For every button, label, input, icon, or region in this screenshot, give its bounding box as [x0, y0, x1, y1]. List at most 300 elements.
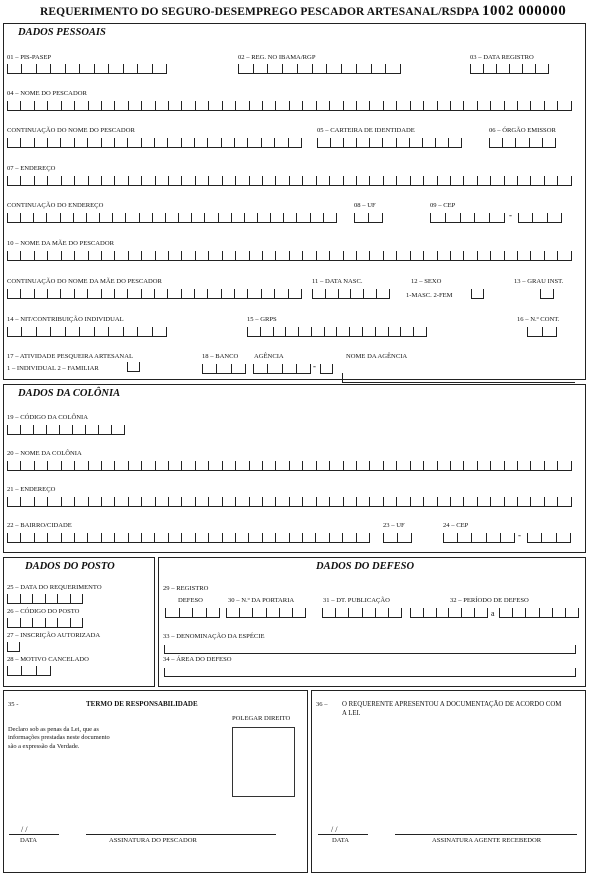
registro-defeso-field[interactable]: [165, 608, 220, 618]
especie-field[interactable]: [164, 645, 576, 654]
pis-field[interactable]: [7, 64, 167, 74]
char-cell[interactable]: [384, 176, 397, 186]
char-cell[interactable]: [48, 533, 61, 543]
char-cell[interactable]: [545, 176, 558, 186]
char-cell[interactable]: [303, 176, 316, 186]
char-cell[interactable]: [276, 176, 289, 186]
char-cell[interactable]: [236, 533, 249, 543]
char-cell[interactable]: [303, 101, 316, 111]
char-cell[interactable]: [208, 289, 221, 299]
char-cell[interactable]: [321, 364, 333, 374]
char-cell[interactable]: [531, 101, 544, 111]
char-cell[interactable]: [21, 213, 34, 223]
char-cell[interactable]: [411, 251, 424, 261]
cep-field-b[interactable]: [518, 213, 562, 223]
char-cell[interactable]: [344, 251, 357, 261]
char-cell[interactable]: [75, 101, 88, 111]
char-cell[interactable]: [223, 176, 236, 186]
char-cell[interactable]: [153, 64, 167, 74]
char-cell[interactable]: [355, 213, 369, 223]
char-cell[interactable]: [169, 251, 182, 261]
char-cell[interactable]: [75, 461, 88, 471]
char-cell[interactable]: [461, 213, 476, 223]
char-cell[interactable]: [491, 251, 504, 261]
char-cell[interactable]: [318, 138, 331, 148]
char-cell[interactable]: [248, 138, 261, 148]
char-cell[interactable]: [87, 213, 100, 223]
endereco-cont-field[interactable]: [7, 213, 337, 223]
char-cell[interactable]: [142, 176, 155, 186]
char-cell[interactable]: [411, 101, 424, 111]
char-cell[interactable]: [411, 461, 424, 471]
agente-signature-line[interactable]: [395, 834, 577, 835]
char-cell[interactable]: [8, 594, 21, 604]
char-cell[interactable]: [95, 64, 109, 74]
char-cell[interactable]: [397, 138, 410, 148]
char-cell[interactable]: [21, 101, 34, 111]
char-cell[interactable]: [438, 176, 451, 186]
reg-ibama-field[interactable]: [238, 64, 401, 74]
char-cell[interactable]: [283, 64, 298, 74]
char-cell[interactable]: [142, 251, 155, 261]
char-cell[interactable]: [518, 101, 531, 111]
char-cell[interactable]: [35, 138, 48, 148]
char-cell[interactable]: [370, 251, 383, 261]
char-cell[interactable]: [526, 608, 539, 618]
char-cell[interactable]: [62, 533, 75, 543]
char-cell[interactable]: [8, 138, 21, 148]
char-cell[interactable]: [88, 138, 101, 148]
char-cell[interactable]: [370, 497, 383, 507]
char-cell[interactable]: [80, 64, 94, 74]
char-cell[interactable]: [491, 176, 504, 186]
char-cell[interactable]: [21, 176, 34, 186]
char-cell[interactable]: [21, 594, 34, 604]
char-cell[interactable]: [376, 327, 389, 337]
char-cell[interactable]: [518, 461, 531, 471]
char-cell[interactable]: [491, 497, 504, 507]
char-cell[interactable]: [484, 64, 497, 74]
termo-date-line[interactable]: [9, 834, 59, 835]
char-cell[interactable]: [95, 327, 109, 337]
char-cell[interactable]: [217, 364, 231, 374]
char-cell[interactable]: [60, 425, 73, 435]
char-cell[interactable]: [115, 176, 128, 186]
char-cell[interactable]: [299, 327, 312, 337]
char-cell[interactable]: [424, 101, 437, 111]
char-cell[interactable]: [253, 608, 266, 618]
char-cell[interactable]: [323, 608, 336, 618]
char-cell[interactable]: [424, 608, 437, 618]
portaria-field[interactable]: [226, 608, 306, 618]
cep-colonia-field-b[interactable]: [527, 533, 571, 543]
char-cell[interactable]: [271, 213, 284, 223]
char-cell[interactable]: [372, 64, 387, 74]
char-cell[interactable]: [324, 213, 337, 223]
char-cell[interactable]: [317, 461, 330, 471]
char-cell[interactable]: [245, 213, 258, 223]
char-cell[interactable]: [384, 497, 397, 507]
char-cell[interactable]: [250, 176, 263, 186]
char-cell[interactable]: [128, 362, 140, 372]
char-cell[interactable]: [491, 101, 504, 111]
char-cell[interactable]: [236, 497, 249, 507]
char-cell[interactable]: [449, 608, 462, 618]
char-cell[interactable]: [451, 251, 464, 261]
char-cell[interactable]: [397, 251, 410, 261]
char-cell[interactable]: [75, 497, 88, 507]
char-cell[interactable]: [386, 64, 401, 74]
char-cell[interactable]: [424, 251, 437, 261]
char-cell[interactable]: [337, 327, 350, 337]
char-cell[interactable]: [128, 289, 141, 299]
char-cell[interactable]: [342, 64, 357, 74]
char-cell[interactable]: [344, 461, 357, 471]
char-cell[interactable]: [58, 618, 71, 628]
char-cell[interactable]: [284, 213, 297, 223]
char-cell[interactable]: [464, 461, 477, 471]
char-cell[interactable]: [530, 138, 543, 148]
char-cell[interactable]: [303, 251, 316, 261]
char-cell[interactable]: [21, 497, 34, 507]
uf-colonia-field[interactable]: [383, 533, 412, 543]
char-cell[interactable]: [303, 461, 316, 471]
char-cell[interactable]: [48, 176, 61, 186]
char-cell[interactable]: [316, 533, 329, 543]
char-cell[interactable]: [543, 138, 556, 148]
char-cell[interactable]: [357, 497, 370, 507]
char-cell[interactable]: [155, 138, 168, 148]
char-cell[interactable]: [317, 101, 330, 111]
char-cell[interactable]: [102, 533, 115, 543]
char-cell[interactable]: [182, 101, 195, 111]
char-cell[interactable]: [424, 176, 437, 186]
char-cell[interactable]: [330, 251, 343, 261]
char-cell[interactable]: [357, 138, 370, 148]
char-cell[interactable]: [166, 608, 180, 618]
char-cell[interactable]: [370, 461, 383, 471]
area-defeso-field[interactable]: [164, 668, 576, 677]
char-cell[interactable]: [169, 101, 182, 111]
char-cell[interactable]: [344, 138, 357, 148]
char-cell[interactable]: [462, 608, 475, 618]
char-cell[interactable]: [209, 533, 222, 543]
char-cell[interactable]: [376, 608, 389, 618]
char-cell[interactable]: [182, 176, 195, 186]
char-cell[interactable]: [8, 251, 21, 261]
char-cell[interactable]: [290, 176, 303, 186]
char-cell[interactable]: [47, 213, 60, 223]
char-cell[interactable]: [558, 251, 571, 261]
char-cell[interactable]: [21, 533, 34, 543]
char-cell[interactable]: [505, 176, 518, 186]
char-cell[interactable]: [464, 251, 477, 261]
char-cell[interactable]: [533, 213, 547, 223]
char-cell[interactable]: [138, 327, 152, 337]
char-cell[interactable]: [438, 461, 451, 471]
char-cell[interactable]: [501, 533, 515, 543]
char-cell[interactable]: [377, 289, 390, 299]
char-cell[interactable]: [263, 101, 276, 111]
char-cell[interactable]: [286, 327, 299, 337]
char-cell[interactable]: [410, 138, 423, 148]
char-cell[interactable]: [61, 213, 74, 223]
char-cell[interactable]: [115, 497, 128, 507]
char-cell[interactable]: [8, 64, 22, 74]
char-cell[interactable]: [357, 533, 370, 543]
char-cell[interactable]: [142, 533, 155, 543]
uf-field[interactable]: [354, 213, 383, 223]
sexo-field[interactable]: [471, 289, 484, 299]
char-cell[interactable]: [86, 425, 99, 435]
char-cell[interactable]: [48, 138, 61, 148]
char-cell[interactable]: [451, 461, 464, 471]
char-cell[interactable]: [449, 138, 462, 148]
char-cell[interactable]: [311, 213, 324, 223]
char-cell[interactable]: [196, 497, 209, 507]
grps-field[interactable]: [247, 327, 427, 337]
char-cell[interactable]: [196, 101, 209, 111]
char-cell[interactable]: [8, 213, 21, 223]
char-cell[interactable]: [541, 289, 554, 299]
char-cell[interactable]: [71, 618, 84, 628]
char-cell[interactable]: [451, 176, 464, 186]
char-cell[interactable]: [548, 213, 562, 223]
char-cell[interactable]: [540, 608, 553, 618]
char-cell[interactable]: [248, 327, 261, 337]
char-cell[interactable]: [357, 101, 370, 111]
char-cell[interactable]: [357, 251, 370, 261]
char-cell[interactable]: [8, 461, 21, 471]
char-cell[interactable]: [414, 327, 427, 337]
char-cell[interactable]: [193, 608, 207, 618]
char-cell[interactable]: [169, 461, 182, 471]
char-cell[interactable]: [62, 461, 75, 471]
char-cell[interactable]: [330, 176, 343, 186]
char-cell[interactable]: [423, 138, 436, 148]
char-cell[interactable]: [317, 497, 330, 507]
char-cell[interactable]: [21, 461, 34, 471]
char-cell[interactable]: [89, 101, 102, 111]
char-cell[interactable]: [89, 251, 102, 261]
char-cell[interactable]: [289, 138, 302, 148]
char-cell[interactable]: [115, 461, 128, 471]
char-cell[interactable]: [497, 64, 510, 74]
char-cell[interactable]: [236, 101, 249, 111]
periodo-inicio-field[interactable]: [410, 608, 488, 618]
char-cell[interactable]: [363, 608, 376, 618]
char-cell[interactable]: [475, 608, 488, 618]
banco-field[interactable]: [202, 364, 246, 374]
char-cell[interactable]: [536, 64, 549, 74]
char-cell[interactable]: [464, 176, 477, 186]
n-cont-field[interactable]: [527, 327, 557, 337]
char-cell[interactable]: [369, 213, 383, 223]
char-cell[interactable]: [48, 497, 61, 507]
char-cell[interactable]: [398, 533, 412, 543]
char-cell[interactable]: [102, 251, 115, 261]
char-cell[interactable]: [397, 176, 410, 186]
char-cell[interactable]: [35, 497, 48, 507]
grau-inst-field[interactable]: [540, 289, 554, 299]
char-cell[interactable]: [478, 176, 491, 186]
char-cell[interactable]: [236, 461, 249, 471]
char-cell[interactable]: [236, 176, 249, 186]
char-cell[interactable]: [180, 608, 194, 618]
char-cell[interactable]: [327, 64, 342, 74]
char-cell[interactable]: [222, 138, 235, 148]
char-cell[interactable]: [21, 138, 34, 148]
char-cell[interactable]: [115, 251, 128, 261]
char-cell[interactable]: [168, 289, 181, 299]
char-cell[interactable]: [142, 289, 155, 299]
char-cell[interactable]: [80, 327, 94, 337]
char-cell[interactable]: [48, 101, 61, 111]
char-cell[interactable]: [290, 251, 303, 261]
char-cell[interactable]: [115, 101, 128, 111]
char-cell[interactable]: [290, 101, 303, 111]
char-cell[interactable]: [490, 213, 505, 223]
char-cell[interactable]: [227, 608, 240, 618]
char-cell[interactable]: [249, 533, 262, 543]
cep-colonia-field-a[interactable]: [443, 533, 515, 543]
char-cell[interactable]: [102, 497, 115, 507]
char-cell[interactable]: [464, 101, 477, 111]
char-cell[interactable]: [8, 618, 21, 628]
char-cell[interactable]: [74, 213, 87, 223]
char-cell[interactable]: [276, 251, 289, 261]
char-cell[interactable]: [46, 618, 59, 628]
char-cell[interactable]: [195, 138, 208, 148]
data-registro-field[interactable]: [470, 64, 549, 74]
char-cell[interactable]: [128, 138, 141, 148]
char-cell[interactable]: [437, 608, 450, 618]
char-cell[interactable]: [545, 101, 558, 111]
char-cell[interactable]: [528, 533, 542, 543]
char-cell[interactable]: [557, 533, 571, 543]
char-cell[interactable]: [168, 138, 181, 148]
char-cell[interactable]: [389, 608, 402, 618]
char-cell[interactable]: [179, 213, 192, 223]
char-cell[interactable]: [384, 251, 397, 261]
char-cell[interactable]: [250, 251, 263, 261]
char-cell[interactable]: [531, 176, 544, 186]
char-cell[interactable]: [223, 533, 236, 543]
char-cell[interactable]: [75, 289, 88, 299]
char-cell[interactable]: [297, 364, 311, 374]
char-cell[interactable]: [411, 497, 424, 507]
char-cell[interactable]: [138, 64, 152, 74]
char-cell[interactable]: [182, 289, 195, 299]
char-cell[interactable]: [330, 497, 343, 507]
char-cell[interactable]: [330, 533, 343, 543]
char-cell[interactable]: [62, 101, 75, 111]
char-cell[interactable]: [223, 251, 236, 261]
char-cell[interactable]: [33, 618, 46, 628]
char-cell[interactable]: [109, 64, 123, 74]
char-cell[interactable]: [169, 176, 182, 186]
char-cell[interactable]: [140, 213, 153, 223]
char-cell[interactable]: [451, 497, 464, 507]
char-cell[interactable]: [62, 251, 75, 261]
nome-field[interactable]: [7, 101, 572, 111]
char-cell[interactable]: [344, 101, 357, 111]
char-cell[interactable]: [8, 666, 22, 676]
char-cell[interactable]: [349, 608, 362, 618]
char-cell[interactable]: [142, 101, 155, 111]
char-cell[interactable]: [303, 497, 316, 507]
char-cell[interactable]: [156, 497, 169, 507]
char-cell[interactable]: [436, 138, 449, 148]
char-cell[interactable]: [276, 101, 289, 111]
char-cell[interactable]: [8, 176, 21, 186]
orgao-emissor-field[interactable]: [489, 138, 556, 148]
char-cell[interactable]: [73, 425, 86, 435]
char-cell[interactable]: [339, 289, 352, 299]
char-cell[interactable]: [192, 213, 205, 223]
periodo-fim-field[interactable]: [499, 608, 579, 618]
char-cell[interactable]: [351, 289, 364, 299]
nit-field[interactable]: [7, 327, 167, 337]
char-cell[interactable]: [558, 176, 571, 186]
char-cell[interactable]: [196, 461, 209, 471]
char-cell[interactable]: [516, 138, 529, 148]
char-cell[interactable]: [263, 533, 276, 543]
char-cell[interactable]: [71, 594, 84, 604]
char-cell[interactable]: [298, 64, 313, 74]
char-cell[interactable]: [21, 618, 34, 628]
char-cell[interactable]: [8, 327, 22, 337]
char-cell[interactable]: [129, 101, 142, 111]
char-cell[interactable]: [254, 364, 268, 374]
char-cell[interactable]: [397, 101, 410, 111]
char-cell[interactable]: [100, 213, 113, 223]
char-cell[interactable]: [22, 64, 36, 74]
char-cell[interactable]: [35, 101, 48, 111]
endereco-colonia-field[interactable]: [7, 497, 572, 507]
nome-mae-field[interactable]: [7, 251, 572, 261]
char-cell[interactable]: [222, 289, 235, 299]
char-cell[interactable]: [262, 138, 275, 148]
char-cell[interactable]: [263, 251, 276, 261]
agencia-field[interactable]: [253, 364, 311, 374]
char-cell[interactable]: [109, 327, 123, 337]
nome-colonia-field[interactable]: [7, 461, 572, 471]
char-cell[interactable]: [513, 608, 526, 618]
char-cell[interactable]: [8, 497, 21, 507]
char-cell[interactable]: [438, 497, 451, 507]
char-cell[interactable]: [62, 497, 75, 507]
char-cell[interactable]: [22, 327, 36, 337]
char-cell[interactable]: [357, 461, 370, 471]
char-cell[interactable]: [330, 461, 343, 471]
agente-date-line[interactable]: [318, 834, 368, 835]
char-cell[interactable]: [250, 497, 263, 507]
char-cell[interactable]: [478, 101, 491, 111]
char-cell[interactable]: [331, 138, 344, 148]
char-cell[interactable]: [344, 176, 357, 186]
char-cell[interactable]: [102, 176, 115, 186]
char-cell[interactable]: [505, 251, 518, 261]
char-cell[interactable]: [510, 64, 523, 74]
char-cell[interactable]: [384, 101, 397, 111]
char-cell[interactable]: [363, 327, 376, 337]
char-cell[interactable]: [196, 251, 209, 261]
char-cell[interactable]: [8, 533, 21, 543]
char-cell[interactable]: [21, 289, 34, 299]
char-cell[interactable]: [566, 608, 579, 618]
char-cell[interactable]: [487, 533, 501, 543]
